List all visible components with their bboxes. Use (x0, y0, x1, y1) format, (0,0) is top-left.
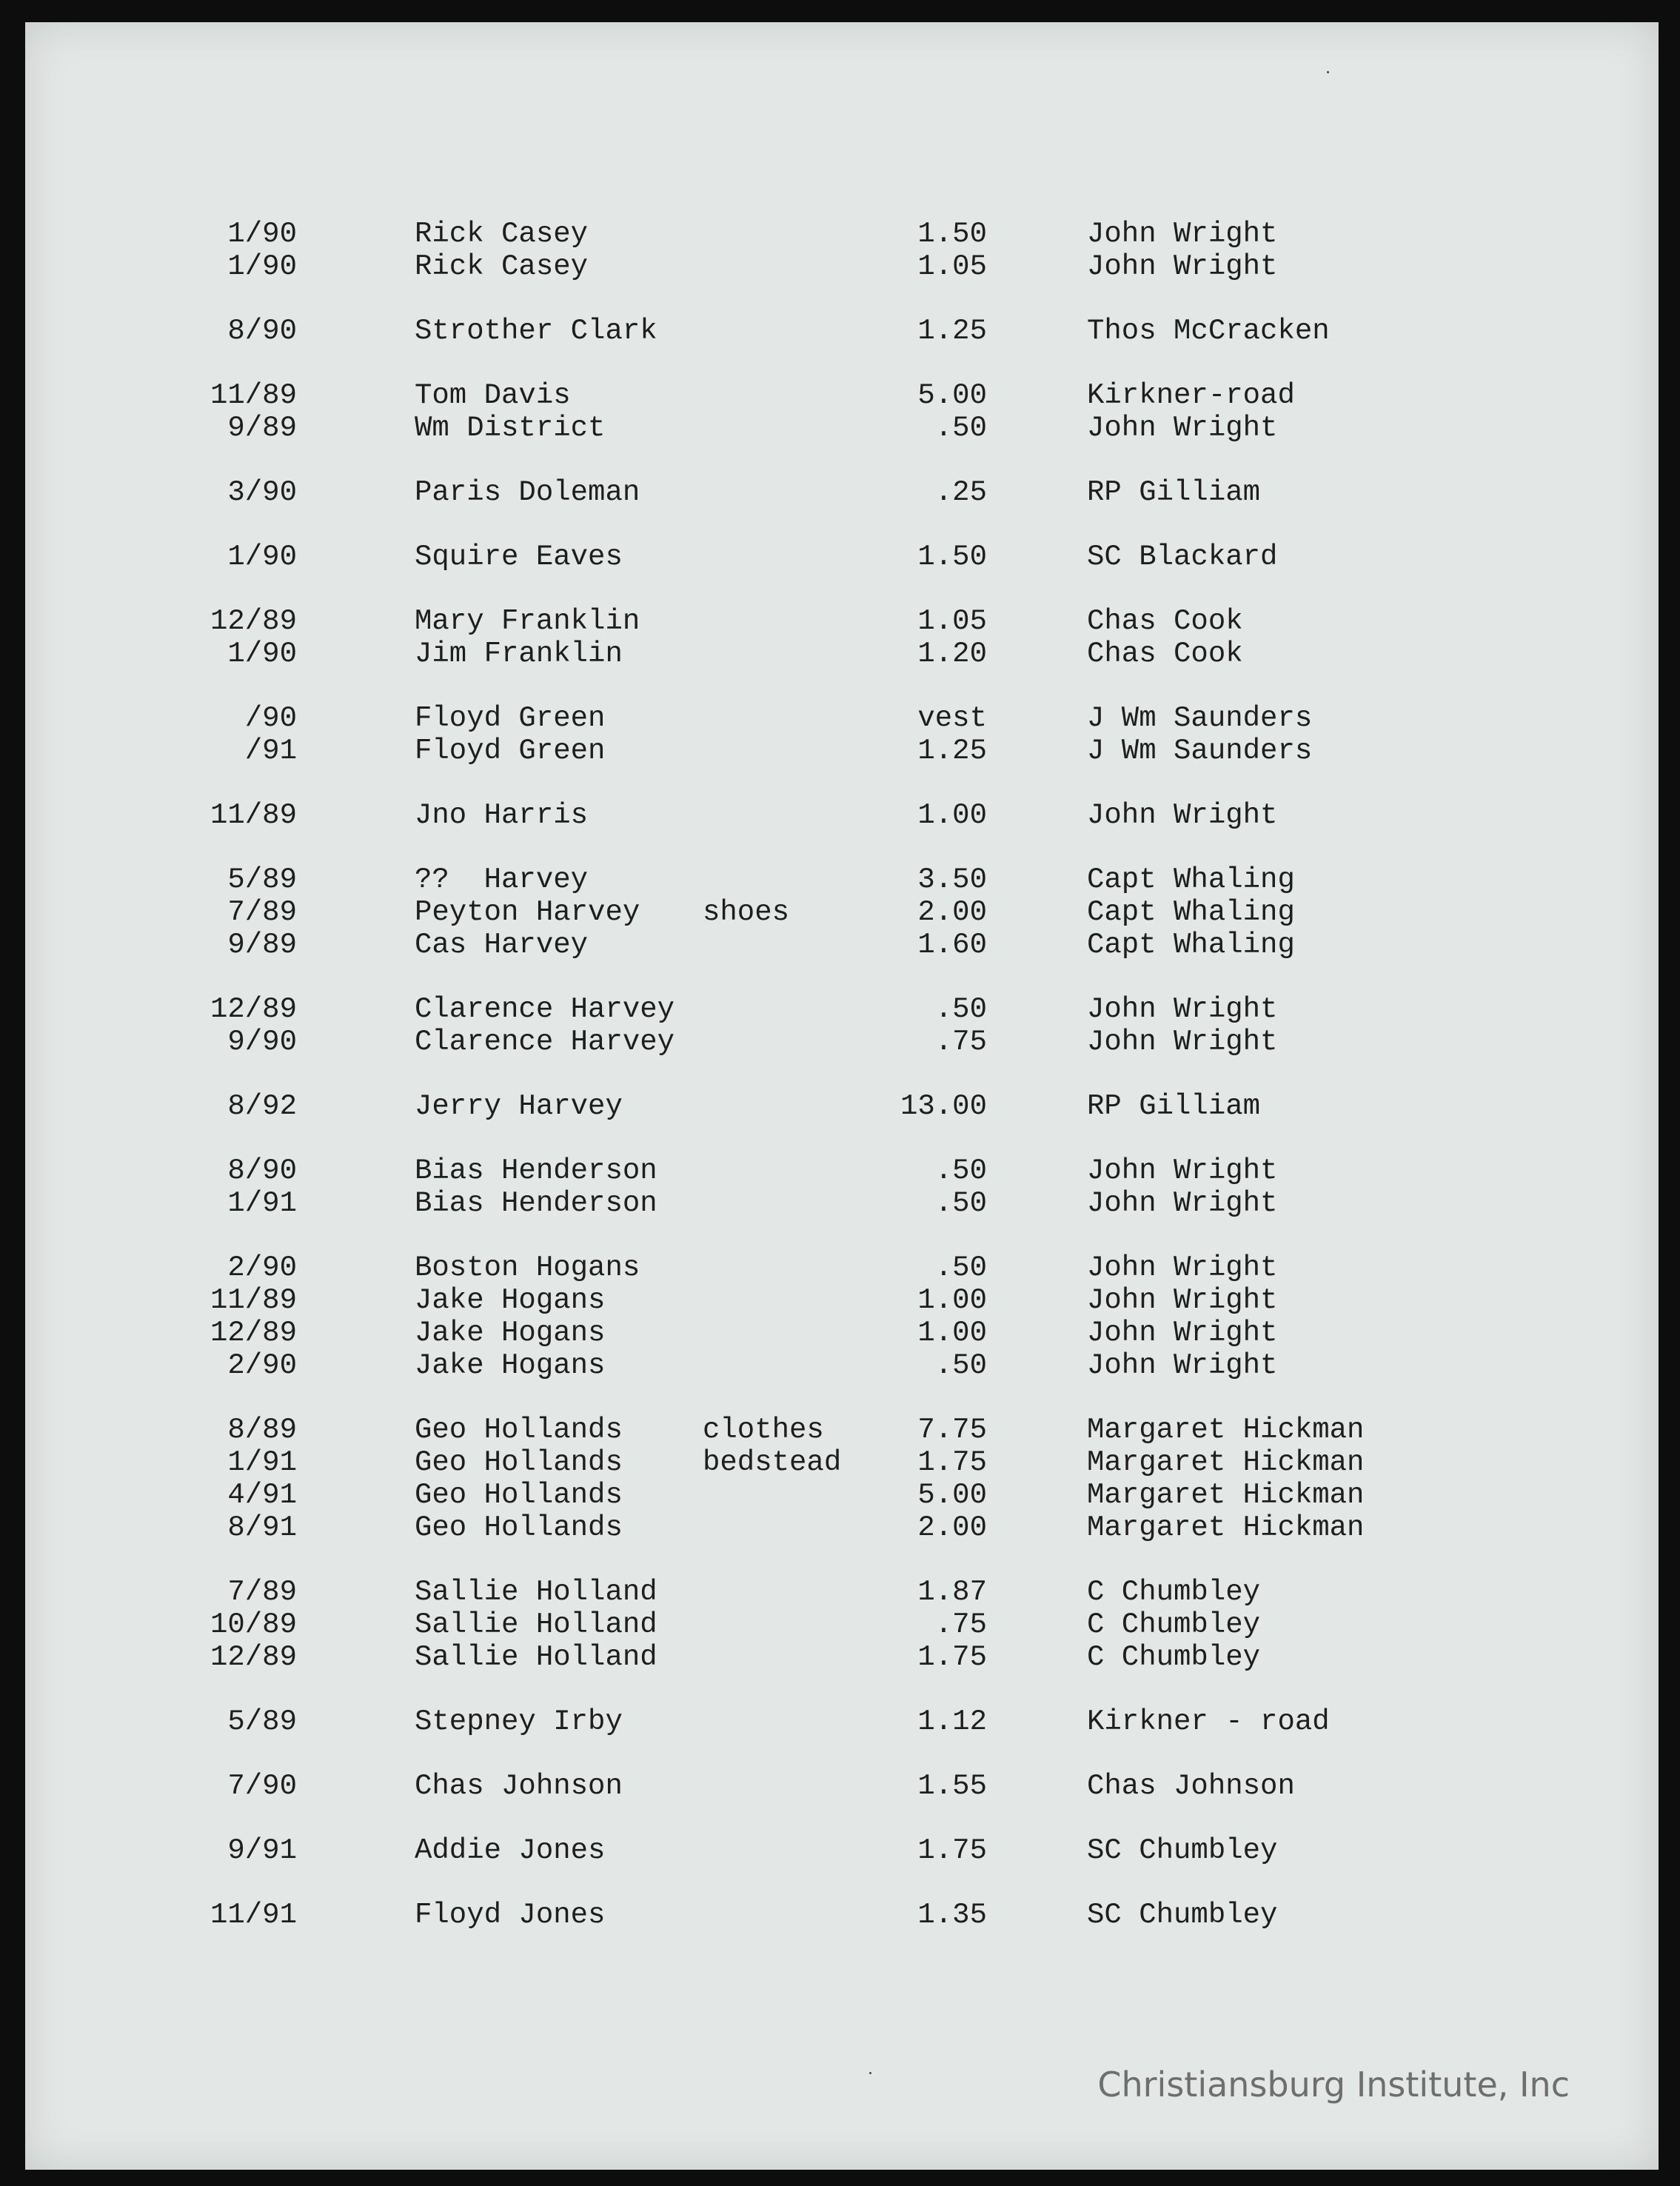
entry-name: Jno Harris (415, 799, 589, 832)
entry-amount: 2.00 (917, 1511, 987, 1544)
entry-name: Jake Hogans (415, 1349, 606, 1382)
entry-payer: Margaret Hickman (1087, 1414, 1365, 1446)
entry-amount: 1.55 (917, 1770, 987, 1802)
entry-name: Squire Eaves (415, 541, 623, 573)
entry-payer: John Wright (1087, 799, 1278, 832)
entry-date: 12/89 (210, 993, 297, 1026)
entry-amount: 13.00 (900, 1090, 987, 1123)
entry-amount: .75 (934, 1026, 987, 1058)
entry-payer: John Wright (1087, 1154, 1278, 1187)
entry-payer: Kirkner - road (1087, 1705, 1330, 1738)
entry-amount: 7.75 (917, 1414, 987, 1446)
ledger-row (25, 1576, 1659, 1608)
entry-payer: SC Blackard (1087, 541, 1278, 573)
entry-payer: Capt Whaling (1087, 929, 1295, 961)
paper-speck (1327, 71, 1329, 73)
ledger-row (25, 1834, 1659, 1867)
entry-amount: .50 (934, 1349, 987, 1382)
entry-name: Boston Hogans (415, 1251, 640, 1284)
entry-amount: 1.75 (917, 1834, 987, 1867)
entry-payer: Capt Whaling (1087, 896, 1295, 929)
entry-item: shoes (703, 896, 790, 929)
entry-date: 8/90 (227, 1154, 297, 1187)
entry-amount: 1.25 (917, 735, 987, 767)
entry-amount: 1.00 (917, 1284, 987, 1317)
entry-date: 3/90 (227, 476, 297, 509)
entry-date: 10/89 (210, 1608, 297, 1641)
entry-name: Wm District (415, 412, 606, 444)
entry-payer: C Chumbley (1087, 1641, 1261, 1674)
ledger-row (25, 1446, 1659, 1479)
entry-date: 11/89 (210, 799, 297, 832)
entry-date: 9/89 (227, 929, 297, 961)
ledger-row (25, 1511, 1659, 1544)
ledger-row (25, 1090, 1659, 1123)
entry-name: Cas Harvey (415, 929, 589, 961)
entry-payer: John Wright (1087, 412, 1278, 444)
entry-name: Geo Hollands (415, 1446, 623, 1479)
ledger-group (25, 476, 1659, 509)
ledger-row (25, 929, 1659, 961)
entry-name: Sallie Holland (415, 1641, 657, 1674)
ledger-group (25, 1705, 1659, 1738)
entry-date: 1/90 (227, 638, 297, 670)
ledger-row (25, 476, 1659, 509)
entry-date: 8/91 (227, 1511, 297, 1544)
ledger-row (25, 799, 1659, 832)
entry-payer: Thos McCracken (1087, 315, 1330, 347)
entry-date: /91 (244, 735, 297, 767)
entry-payer: SC Chumbley (1087, 1834, 1278, 1867)
ledger-group (25, 315, 1659, 347)
entry-name: Jake Hogans (415, 1317, 606, 1349)
ledger-group (25, 379, 1659, 444)
ledger-row (25, 1317, 1659, 1349)
entry-date: 5/89 (227, 1705, 297, 1738)
ledger-row (25, 863, 1659, 896)
entry-payer: J Wm Saunders (1087, 735, 1313, 767)
ledger-row (25, 993, 1659, 1026)
entry-date: 7/89 (227, 1576, 297, 1608)
entry-date: 9/91 (227, 1834, 297, 1867)
entry-amount: 1.50 (917, 218, 987, 250)
entry-item: bedstead (703, 1446, 842, 1479)
entry-amount: .25 (934, 476, 987, 509)
entry-amount: 3.50 (917, 863, 987, 896)
ledger-group (25, 1414, 1659, 1544)
ledger-row (25, 1026, 1659, 1058)
entry-date: 12/89 (210, 1317, 297, 1349)
entry-name: Jim Franklin (415, 638, 623, 670)
ledger-group (25, 1154, 1659, 1220)
entry-payer: Capt Whaling (1087, 863, 1295, 896)
entry-payer: John Wright (1087, 993, 1278, 1026)
entry-name: Addie Jones (415, 1834, 606, 1867)
entry-amount: 2.00 (917, 896, 987, 929)
entry-amount: .50 (934, 993, 987, 1026)
entry-payer: John Wright (1087, 1026, 1278, 1058)
entry-date: 2/90 (227, 1251, 297, 1284)
entry-name: ?? Harvey (415, 863, 589, 896)
entry-amount: 1.00 (917, 799, 987, 832)
entry-amount: 1.50 (917, 541, 987, 573)
entry-amount: 1.75 (917, 1641, 987, 1674)
entry-amount: .50 (934, 1251, 987, 1284)
ledger-group (25, 799, 1659, 832)
ledger-row (25, 541, 1659, 573)
entry-amount: 1.05 (917, 250, 987, 283)
entry-payer: Chas Cook (1087, 605, 1243, 638)
entry-amount: 1.12 (917, 1705, 987, 1738)
entry-name: Jake Hogans (415, 1284, 606, 1317)
entry-date: 12/89 (210, 605, 297, 638)
entry-payer: Margaret Hickman (1087, 1446, 1365, 1479)
entry-date: 9/90 (227, 1026, 297, 1058)
ledger-row (25, 735, 1659, 767)
entry-amount: 1.20 (917, 638, 987, 670)
entry-amount: .50 (934, 1154, 987, 1187)
entry-amount: 1.25 (917, 315, 987, 347)
ledger-row (25, 638, 1659, 670)
entry-amount: 1.05 (917, 605, 987, 638)
entry-name: Tom Davis (415, 379, 571, 412)
entry-date: 8/89 (227, 1414, 297, 1446)
entry-payer: Chas Johnson (1087, 1770, 1295, 1802)
entry-payer: C Chumbley (1087, 1576, 1261, 1608)
entry-date: 8/90 (227, 315, 297, 347)
ledger-row (25, 1349, 1659, 1382)
ledger-row (25, 412, 1659, 444)
watermark: Christiansburg Institute, Inc (1097, 2065, 1570, 2105)
entry-payer: John Wright (1087, 1349, 1278, 1382)
entry-amount: 5.00 (917, 1479, 987, 1511)
ledger-group (25, 1090, 1659, 1123)
entry-name: Geo Hollands (415, 1414, 623, 1446)
entry-name: Sallie Holland (415, 1608, 657, 1641)
entry-date: 11/89 (210, 379, 297, 412)
ledger-row (25, 702, 1659, 735)
entry-payer: J Wm Saunders (1087, 702, 1313, 735)
ledger-row (25, 1705, 1659, 1738)
entry-date: 8/92 (227, 1090, 297, 1123)
entry-date: 1/91 (227, 1187, 297, 1220)
ledger-group (25, 218, 1659, 283)
entry-name: Floyd Green (415, 702, 606, 735)
entry-date: 11/91 (210, 1899, 297, 1931)
entry-amount: 1.00 (917, 1317, 987, 1349)
ledger-row (25, 1899, 1659, 1931)
entry-amount: 5.00 (917, 379, 987, 412)
ledger-row (25, 1641, 1659, 1674)
entry-date: 1/90 (227, 218, 297, 250)
entry-date: 4/91 (227, 1479, 297, 1511)
document-page (25, 22, 1659, 2170)
ledger-row (25, 218, 1659, 250)
entry-name: Floyd Green (415, 735, 606, 767)
entry-amount: .50 (934, 1187, 987, 1220)
entry-date: 12/89 (210, 1641, 297, 1674)
entry-date: 1/90 (227, 250, 297, 283)
ledger-row (25, 1414, 1659, 1446)
entry-payer: John Wright (1087, 1251, 1278, 1284)
ledger-group (25, 863, 1659, 961)
ledger-row (25, 605, 1659, 638)
entry-date: 2/90 (227, 1349, 297, 1382)
entry-payer: John Wright (1087, 1284, 1278, 1317)
ledger-row (25, 1608, 1659, 1641)
ledger-row (25, 250, 1659, 283)
entry-name: Jerry Harvey (415, 1090, 623, 1123)
entry-date: 1/91 (227, 1446, 297, 1479)
entry-payer: John Wright (1087, 1187, 1278, 1220)
ledger-group (25, 1834, 1659, 1867)
ledger-row (25, 1154, 1659, 1187)
entry-name: Mary Franklin (415, 605, 640, 638)
entry-amount: .50 (934, 412, 987, 444)
entry-name: Rick Casey (415, 218, 589, 250)
entry-date: 5/89 (227, 863, 297, 896)
ledger-group (25, 1899, 1659, 1931)
entry-payer: John Wright (1087, 250, 1278, 283)
entry-payer: Margaret Hickman (1087, 1479, 1365, 1511)
entry-name: Bias Henderson (415, 1187, 657, 1220)
entry-payer: RP Gilliam (1087, 476, 1261, 509)
entry-payer: John Wright (1087, 1317, 1278, 1349)
entry-name: Clarence Harvey (415, 1026, 675, 1058)
entry-payer: C Chumbley (1087, 1608, 1261, 1641)
ledger-group (25, 541, 1659, 573)
entry-payer: SC Chumbley (1087, 1899, 1278, 1931)
ledger-list (25, 218, 1659, 1963)
entry-name: Chas Johnson (415, 1770, 623, 1802)
entry-payer: Margaret Hickman (1087, 1511, 1365, 1544)
ledger-row (25, 1479, 1659, 1511)
entry-name: Stepney Irby (415, 1705, 623, 1738)
entry-item: clothes (703, 1414, 824, 1446)
entry-name: Strother Clark (415, 315, 657, 347)
entry-date: 1/90 (227, 541, 297, 573)
ledger-group (25, 993, 1659, 1058)
ledger-group (25, 702, 1659, 767)
entry-name: Sallie Holland (415, 1576, 657, 1608)
entry-date: 7/90 (227, 1770, 297, 1802)
entry-name: Floyd Jones (415, 1899, 606, 1931)
entry-date: /90 (244, 702, 297, 735)
entry-name: Rick Casey (415, 250, 589, 283)
ledger-group (25, 1576, 1659, 1674)
entry-amount: 1.35 (917, 1899, 987, 1931)
entry-date: 7/89 (227, 896, 297, 929)
entry-amount: 1.87 (917, 1576, 987, 1608)
ledger-row (25, 1251, 1659, 1284)
ledger-row (25, 896, 1659, 929)
entry-name: Clarence Harvey (415, 993, 675, 1026)
entry-name: Geo Hollands (415, 1479, 623, 1511)
ledger-row (25, 1770, 1659, 1802)
entry-name: Paris Doleman (415, 476, 640, 509)
entry-date: 11/89 (210, 1284, 297, 1317)
entry-amount: vest (917, 702, 987, 735)
entry-amount: 1.60 (917, 929, 987, 961)
entry-payer: RP Gilliam (1087, 1090, 1261, 1123)
ledger-row (25, 1284, 1659, 1317)
entry-name: Geo Hollands (415, 1511, 623, 1544)
ledger-row (25, 315, 1659, 347)
ledger-group (25, 1251, 1659, 1382)
ledger-group (25, 605, 1659, 670)
entry-payer: Chas Cook (1087, 638, 1243, 670)
paper-speck (869, 2072, 871, 2074)
ledger-row (25, 1187, 1659, 1220)
entry-payer: John Wright (1087, 218, 1278, 250)
entry-amount: 1.75 (917, 1446, 987, 1479)
entry-amount: .75 (934, 1608, 987, 1641)
ledger-group (25, 1770, 1659, 1802)
ledger-row (25, 379, 1659, 412)
entry-date: 9/89 (227, 412, 297, 444)
entry-name: Bias Henderson (415, 1154, 657, 1187)
entry-name: Peyton Harvey (415, 896, 640, 929)
entry-payer: Kirkner-road (1087, 379, 1295, 412)
